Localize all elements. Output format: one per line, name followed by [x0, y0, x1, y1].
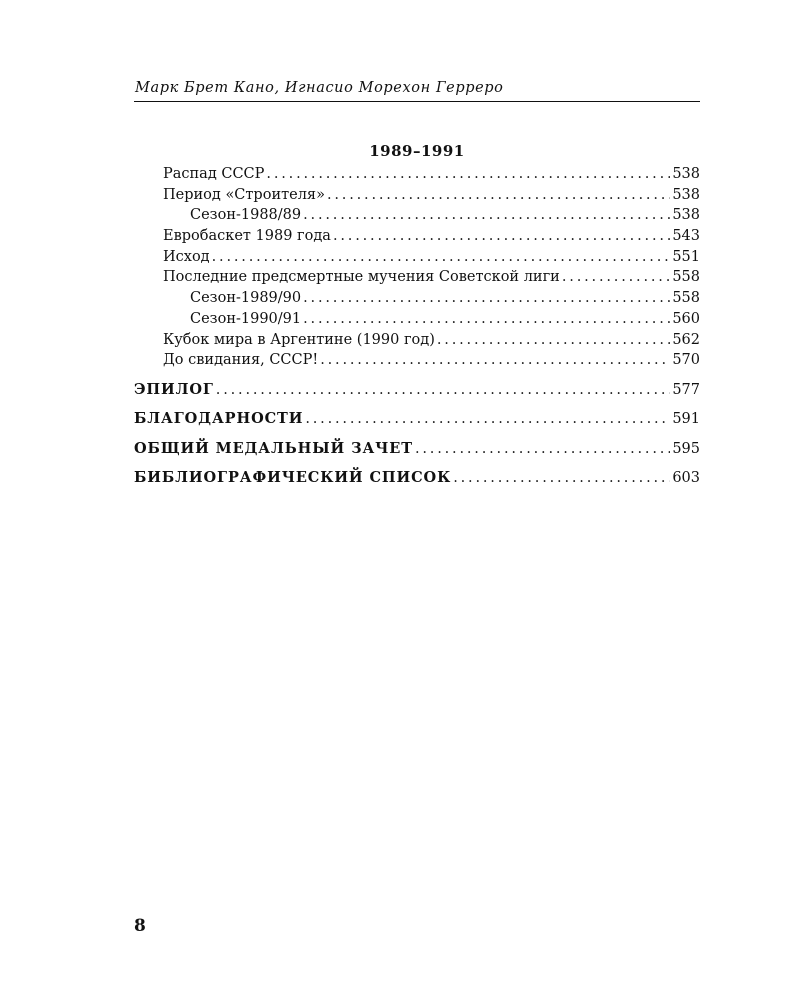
toc-entry-title: Сезон-1990/91 — [190, 310, 302, 327]
toc-entry-page: 577 — [672, 381, 700, 398]
table-of-contents — [134, 164, 700, 493]
toc-main-entry — [134, 463, 700, 493]
toc-main-entry — [134, 375, 700, 405]
toc-entry-page: 543 — [672, 228, 700, 245]
toc-entry-title: Евробаскет 1989 года — [163, 228, 331, 245]
toc-dot-leader — [327, 185, 670, 206]
page-number: 8 — [134, 916, 146, 936]
toc-entry — [134, 164, 700, 185]
toc-dot-leader — [562, 267, 670, 288]
toc-entry-title: БИБЛИОГРАФИЧЕСКИЙ СПИСОК — [134, 469, 452, 487]
toc-dot-leader — [437, 330, 670, 351]
toc-entry-title: Сезон-1988/89 — [190, 207, 302, 224]
toc-entry-page: 538 — [672, 166, 700, 182]
toc-dot-leader — [453, 464, 670, 494]
toc-entry-title: БЛАГОДАРНОСТИ — [134, 410, 304, 428]
toc-entry — [134, 185, 700, 206]
toc-section-heading: 1989–1991 — [369, 142, 465, 160]
toc-entry-page: 603 — [672, 470, 700, 487]
toc-entry-title: Распад СССР — [163, 166, 265, 182]
toc-entry — [134, 205, 700, 226]
toc-entry-page: 558 — [672, 290, 700, 307]
running-header: Марк Брет Кано, Игнасио Морехон Герреро — [135, 80, 504, 96]
toc-entry-page: 560 — [672, 310, 700, 327]
toc-entry-title: Последние предсмертные мучения Советской лиги — [163, 269, 560, 286]
toc-entry — [134, 226, 700, 247]
toc-entry-title: До свидания, СССР! — [163, 352, 319, 369]
toc-main-entry — [134, 404, 700, 434]
toc-dot-leader — [303, 288, 670, 309]
toc-entry-title: Исход — [163, 248, 210, 265]
toc-entry-page: 538 — [672, 186, 700, 203]
toc-dot-leader — [333, 226, 670, 247]
header-rule — [134, 101, 700, 102]
toc-dot-leader — [216, 376, 671, 406]
toc-dot-leader — [320, 350, 670, 371]
toc-entry-page: 551 — [672, 248, 700, 265]
toc-entry-title: ЭПИЛОГ — [134, 380, 214, 398]
toc-entry-title: Кубок мира в Аргентине (1990 год) — [163, 331, 435, 348]
toc-dot-leader — [303, 309, 670, 330]
toc-entry-title: ОБЩИЙ МЕДАЛЬНЫЙ ЗАЧЕТ — [134, 439, 413, 457]
toc-entry-title: Период «Строителя» — [163, 186, 325, 203]
toc-entry-page: 591 — [672, 411, 700, 428]
toc-entry-page: 558 — [672, 269, 700, 286]
toc-entry — [134, 247, 700, 268]
toc-entry-title: Сезон-1989/90 — [190, 290, 302, 307]
toc-dot-leader — [303, 205, 670, 226]
toc-entry — [134, 267, 700, 288]
toc-main-entry — [134, 434, 700, 464]
toc-entry-page: 538 — [672, 207, 700, 224]
toc-entry-page: 595 — [672, 440, 700, 457]
toc-dot-leader — [266, 164, 670, 185]
toc-entry-page: 562 — [672, 331, 700, 348]
toc-entry-page: 570 — [672, 352, 700, 369]
toc-dot-leader — [212, 247, 671, 268]
toc-dot-leader — [305, 405, 670, 435]
toc-entry — [134, 309, 700, 330]
toc-dot-leader — [415, 435, 670, 465]
toc-entry — [134, 350, 700, 371]
toc-entry — [134, 288, 700, 309]
toc-entry — [134, 330, 700, 351]
